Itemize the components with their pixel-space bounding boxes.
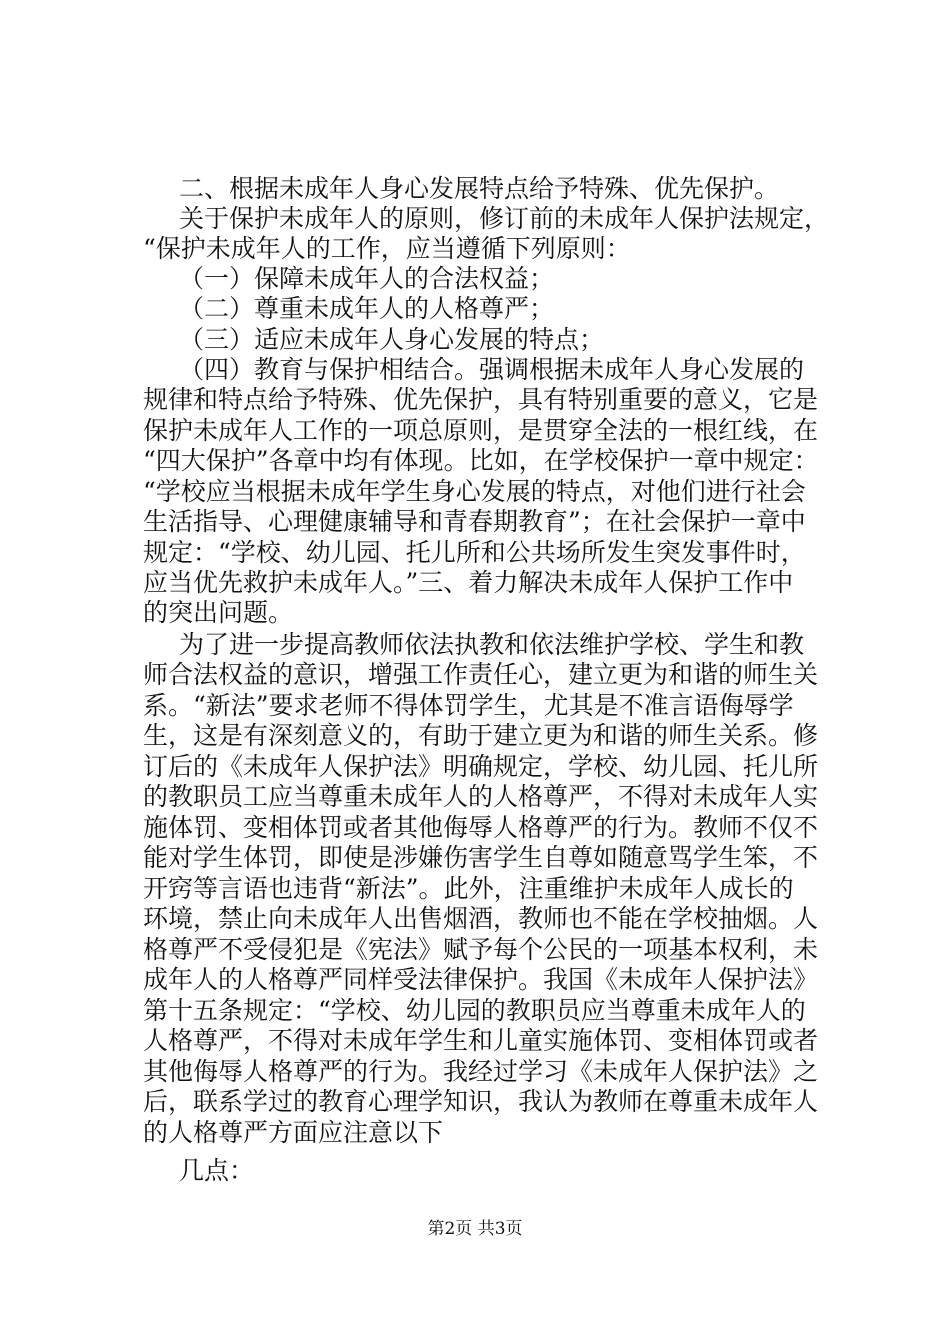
text-line: 后，联系学过的教育心理学知识，我认为教师在尊重未成年人 xyxy=(143,1087,819,1116)
text-line: 格尊严不受侵犯是《宪法》赋予每个公民的一项基本权利，未 xyxy=(143,935,819,964)
text-line: （一）保障未成年人的合法权益； xyxy=(179,264,555,293)
text-line: “保护未成年人的工作，应当遵循下列原则： xyxy=(143,234,631,263)
text-line: 二、根据未成年人身心发展特点给予特殊、优先保护。 xyxy=(179,174,780,203)
text-line: “四大保护”各章中均有体现。比如，在学校保护一章中规定： xyxy=(143,446,819,475)
text-line: 保护未成年人工作的一项总原则，是贯穿全法的一根红线，在 xyxy=(143,416,819,445)
text-line: 系。“新法”要求老师不得体罚学生，尤其是不准言语侮辱学 xyxy=(143,691,794,720)
text-line: 开窍等言语也违背“新法”。此外，注重维护未成年人成长的 xyxy=(143,874,794,903)
text-line: （三）适应未成年人身心发展的特点； xyxy=(179,325,605,354)
text-line: 为了进一步提高教师依法执教和依法维护学校、学生和教 xyxy=(179,630,805,659)
text-line: 应当优先救护未成年人。”三、着力解决未成年人保护工作中 xyxy=(143,568,794,597)
text-line: 师合法权益的意识，增强工作责任心，建立更为和谐的师生关 xyxy=(143,660,819,689)
text-line: 人格尊严，不得对未成年学生和儿童实施体罚、变相体罚或者 xyxy=(143,1026,819,1055)
text-line: 规律和特点给予特殊、优先保护，具有特别重要的意义，它是 xyxy=(143,385,819,414)
text-line: 能对学生体罚，即使是涉嫌伤害学生自尊如随意骂学生笨，不 xyxy=(143,843,819,872)
text-line: 生活指导、心理健康辅导和青春期教育”；在社会保护一章中 xyxy=(143,507,806,536)
text-line: 第十五条规定：“学校、幼儿园的教职员应当尊重未成年人的 xyxy=(143,996,806,1025)
text-line: 的教职员工应当尊重未成年人的人格尊严，不得对未成年人实 xyxy=(143,782,819,811)
text-line: 几点： xyxy=(179,1156,255,1185)
text-line: （二）尊重未成年人的人格尊严； xyxy=(179,294,555,323)
text-line: 环境，禁止向未成年人出售烟酒，教师也不能在学校抽烟。人 xyxy=(143,904,819,933)
text-line: “学校应当根据未成年学生身心发展的特点，对他们进行社会 xyxy=(143,477,806,506)
text-line: 成年人的人格尊严同样受法律保护。我国《未成年人保护法》 xyxy=(143,965,819,994)
text-line: 订后的《未成年人保护法》明确规定，学校、幼儿园、托儿所 xyxy=(143,752,819,781)
text-line: 的人格尊严方面应注意以下 xyxy=(143,1118,444,1147)
text-line: 生，这是有深刻意义的，有助于建立更为和谐的师生关系。修 xyxy=(143,721,819,750)
text-line: 其他侮辱人格尊严的行为。我经过学习《未成年人保护法》之 xyxy=(143,1057,819,1086)
text-line: 关于保护未成年人的原则，修订前的未成年人保护法规定， xyxy=(179,204,830,233)
text-line: 施体罚、变相体罚或者其他侮辱人格尊严的行为。教师不仅不 xyxy=(143,813,819,842)
text-line: 的突出问题。 xyxy=(143,598,294,627)
text-line: （四）教育与保护相结合。强调根据未成年人身心发展的 xyxy=(179,355,805,384)
page-number-footer: 第2页 共3页 xyxy=(427,1219,523,1239)
text-line: 规定：“学校、幼儿园、托儿所和公共场所发生突发事件时， xyxy=(143,538,806,567)
